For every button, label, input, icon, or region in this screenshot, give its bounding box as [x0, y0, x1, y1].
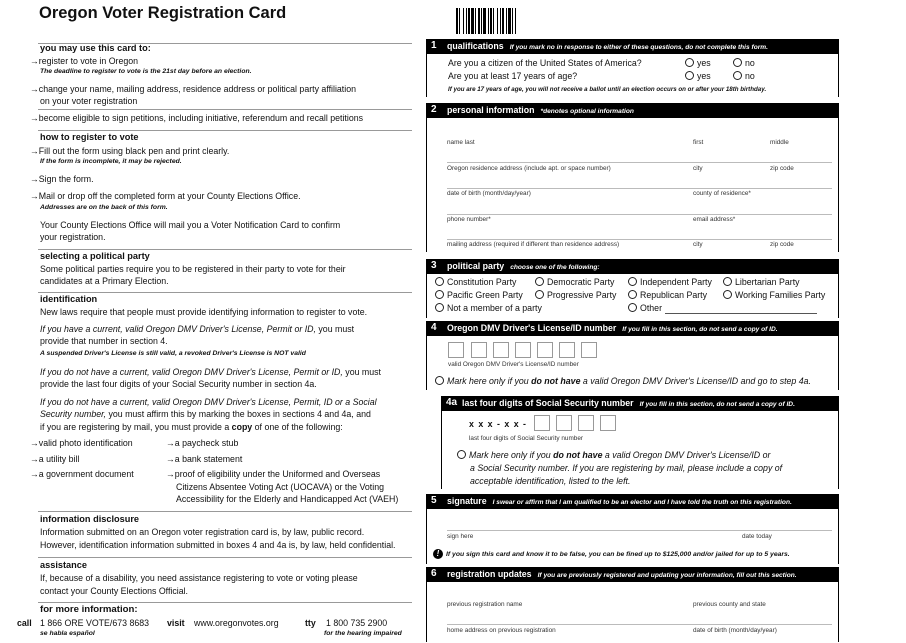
- tty-note: for the hearing impaired: [324, 630, 402, 637]
- no-id-text: acceptable identification, listed to the left.: [470, 476, 631, 486]
- zip-label: zip code: [770, 165, 794, 172]
- assist-text: If, because of a disability, you need assistance registering to vote or voting please: [40, 573, 358, 583]
- use-item: →change your name, mailing address, residence address or political party affiliation: [30, 84, 356, 94]
- ssn-digit-box[interactable]: [534, 415, 550, 431]
- use-heading: you may use this card to:: [40, 43, 151, 53]
- zip2-label: zip code: [770, 241, 794, 248]
- dmv-digit-box[interactable]: [537, 342, 553, 358]
- dmv-digit-box[interactable]: [448, 342, 464, 358]
- info-heading: information disclosure: [40, 514, 140, 524]
- warning: ! If you sign this card and know it to be false, you can be fined up to $125,000 and/or jailed for up to 5 years.: [433, 549, 790, 559]
- age-note: If you are 17 years of age, you will not receive a ballot until an election occurs on or after your 18th birthday.: [448, 86, 767, 93]
- ssn-prefix: x x x - x x -: [469, 419, 527, 429]
- how-text: your registration.: [40, 232, 106, 242]
- how-step: →Fill out the form using black pen and print clearly.: [30, 146, 230, 156]
- ssn-digit-box[interactable]: [578, 415, 594, 431]
- dob-field[interactable]: [447, 214, 832, 215]
- dmv-digit-box[interactable]: [581, 342, 597, 358]
- divider: [38, 511, 412, 512]
- phone-field[interactable]: [447, 239, 832, 240]
- party-heading: selecting a political party: [40, 251, 150, 261]
- id-note: A suspended Driver's License is still valid, a revoked Driver's License is NOT valid: [40, 350, 306, 357]
- id-text: provide the last four digits of your Social Security number in section 4a.: [40, 379, 317, 389]
- ssn-label: last four digits of Social Security number: [469, 435, 584, 442]
- city-label: city: [693, 165, 703, 172]
- email-label: email address*: [693, 216, 736, 223]
- section-6-header: 6 registration updates If you are previously registered and updating your information, fill out this section.: [426, 567, 839, 582]
- sign-label: sign here: [447, 533, 474, 540]
- dob-label: date of birth (month/day/year): [447, 190, 531, 197]
- mailing-label: mailing address (required if different than residence address): [447, 241, 620, 248]
- form-title: Oregon Voter Registration Card: [39, 4, 287, 22]
- dmv-label: valid Oregon DMV Driver's License/ID number: [448, 361, 579, 368]
- party-pacific-green[interactable]: Pacific Green Party: [435, 290, 523, 300]
- visit-url: www.oregonvotes.org: [194, 618, 279, 628]
- party-text: candidates at a Primary Election.: [40, 276, 169, 286]
- party-none[interactable]: Not a member of a party: [435, 303, 542, 313]
- use-item: →register to vote in Oregon: [30, 56, 139, 66]
- divider: [38, 557, 412, 558]
- residence-field[interactable]: [447, 188, 832, 189]
- signature-field[interactable]: [447, 530, 832, 531]
- barcode-bar: [516, 8, 517, 34]
- prev-address-label: home address on previous registration: [447, 627, 556, 634]
- visit-label: visit: [167, 618, 185, 628]
- section-4-body: [426, 336, 839, 390]
- city2-label: city: [693, 241, 703, 248]
- age-question: Are you at least 17 years of age?: [448, 71, 578, 81]
- prev-dob-label: date of birth (month/day/year): [693, 627, 777, 634]
- id-list-item: →a paycheck stub: [166, 438, 239, 448]
- phone-label: phone number*: [447, 216, 491, 223]
- dmv-digit-box[interactable]: [559, 342, 575, 358]
- citizen-yes[interactable]: yes: [685, 58, 711, 68]
- how-step: →Sign the form.: [30, 174, 94, 184]
- no-dmv-checkbox[interactable]: Mark here only if you do not have a valid Oregon DMV Driver's License/ID and go to step 4a.: [435, 376, 811, 386]
- warning-icon: !: [433, 549, 443, 559]
- divider: [38, 109, 412, 110]
- more-heading: for more information:: [40, 604, 138, 615]
- section-1-body: [426, 54, 839, 97]
- name-first-label: first: [693, 139, 704, 146]
- citizen-no[interactable]: no: [733, 58, 755, 68]
- party-republican[interactable]: Republican Party: [628, 290, 707, 300]
- call-note: se habla español: [40, 630, 95, 637]
- section-5-header: 5 signature I swear or affirm that I am qualified to be an elector and I have told the truth on this registration.: [426, 494, 839, 509]
- info-text: However, identification information submitted in boxes 4 and 4a is, by law, held confidential.: [40, 540, 396, 550]
- citizen-question: Are you a citizen of the United States of America?: [448, 58, 642, 68]
- party-progressive[interactable]: Progressive Party: [535, 290, 616, 300]
- prev-name-field[interactable]: [447, 624, 832, 625]
- barcode: [456, 8, 606, 34]
- how-step: →Mail or drop off the completed form at your County Elections Office.: [30, 191, 301, 201]
- id-list-item: →a government document: [30, 469, 134, 479]
- id-text: If you have a current, valid Oregon DMV Driver's License, Permit or ID, you must: [40, 324, 355, 334]
- party-other-field[interactable]: [665, 313, 817, 314]
- use-note: The deadline to register to vote is the 21st day before an election.: [40, 68, 252, 75]
- id-text: provide that number in section 4.: [40, 336, 168, 346]
- section-4a-header: 4a last four digits of Social Security number If you fill in this section, do not send a copy of ID.: [441, 396, 839, 411]
- id-text: New laws require that people must provide identifying information to register to vote.: [40, 307, 368, 317]
- id-heading: identification: [40, 294, 98, 304]
- section-1-header: 1 qualifications If you mark no in response to either of these questions, do not complete this form.: [426, 39, 839, 54]
- section-4-header: 4 Oregon DMV Driver's License/ID number If you fill in this section, do not send a copy of ID.: [426, 321, 839, 336]
- use-item-cont: on your voter registration: [40, 96, 138, 106]
- divider: [38, 292, 412, 293]
- how-text: Your County Elections Office will mail you a Voter Notification Card to confirm: [40, 220, 341, 230]
- how-note: Addresses are on the back of this form.: [40, 204, 168, 211]
- id-text: If you do not have a current, valid Oregon DMV Driver's License, Permit or ID, you must: [40, 367, 381, 377]
- residence-label: Oregon residence address (include apt. or space number): [447, 165, 611, 172]
- id-list-item-cont: Accessibility for the Elderly and Handicapped Act (VAEH): [176, 494, 399, 504]
- no-id-text: a Social Security number. If you are registering by mail, please include a copy of: [470, 463, 783, 473]
- age-no[interactable]: no: [733, 71, 755, 81]
- id-list-item: →valid photo identification: [30, 438, 133, 448]
- section-3-header: 3 political party choose one of the following:: [426, 259, 839, 274]
- id-list-item: →a bank statement: [166, 454, 243, 464]
- id-list-item: →proof of eligibility under the Uniformed and Overseas: [166, 469, 381, 479]
- section-3-body: [426, 274, 839, 318]
- how-note: If the form is incomplete, it may be rejected.: [40, 158, 182, 165]
- no-id-checkbox[interactable]: Mark here only if you do not have a valid Oregon DMV Driver's License/ID or: [457, 450, 770, 460]
- section-4a-body: [441, 411, 839, 489]
- party-democratic[interactable]: Democratic Party: [535, 277, 614, 287]
- party-libertarian[interactable]: Libertarian Party: [723, 277, 800, 287]
- id-text: if you are registering by mail, you must provide a copy of one of the following:: [40, 422, 343, 432]
- section-2-body: [426, 118, 839, 252]
- id-text: If you do not have a current, valid Oregon DMV Driver's License, Permit, ID or a Social: [40, 397, 377, 407]
- party-constitution[interactable]: Constitution Party: [435, 277, 516, 287]
- call-number: 1 866 ORE VOTE/673 8683: [40, 618, 150, 628]
- dmv-digit-box[interactable]: [515, 342, 531, 358]
- id-text: Security number, you must affirm this by marking the boxes in sections 4 and 4a, and: [40, 409, 371, 419]
- age-yes[interactable]: yes: [685, 71, 711, 81]
- party-other[interactable]: Other: [628, 303, 662, 313]
- section-2-header: 2 personal information *denotes optional information: [426, 103, 839, 118]
- county-label: county of residence*: [693, 190, 751, 197]
- ssn-digit-box[interactable]: [556, 415, 572, 431]
- name-field[interactable]: [447, 162, 832, 163]
- id-list-item: →a utility bill: [30, 454, 80, 464]
- dmv-digit-box[interactable]: [471, 342, 487, 358]
- section-6-body: [426, 582, 839, 642]
- info-text: Information submitted on an Oregon voter registration card is, by law, public record.: [40, 527, 365, 537]
- divider: [38, 602, 412, 603]
- party-text: Some political parties require you to be registered in their party to vote for their: [40, 264, 346, 274]
- how-heading: how to register to vote: [40, 132, 139, 142]
- divider: [38, 249, 412, 250]
- id-list-item-cont: Citizens Absentee Voting Act (UOCAVA) or the Voting: [176, 482, 384, 492]
- call-label: call: [17, 618, 32, 628]
- prev-name-label: previous registration name: [447, 601, 523, 608]
- party-independent[interactable]: Independent Party: [628, 277, 712, 287]
- assist-heading: assistance: [40, 560, 87, 570]
- tty-number: 1 800 735 2900: [326, 618, 388, 628]
- prev-county-label: previous county and state: [693, 601, 766, 608]
- name-middle-label: middle: [770, 139, 789, 146]
- section-5-body: [426, 509, 839, 564]
- dmv-digit-box[interactable]: [493, 342, 509, 358]
- date-label: date today: [742, 533, 772, 540]
- use-item: →become eligible to sign petitions, including initiative, referendum and recall petitions: [30, 113, 364, 123]
- assist-text: contact your County Elections Official.: [40, 586, 188, 596]
- ssn-digit-box[interactable]: [600, 415, 616, 431]
- name-last-label: name last: [447, 139, 475, 146]
- party-working-families[interactable]: Working Families Party: [723, 290, 825, 300]
- divider: [38, 130, 412, 131]
- tty-label: tty: [305, 618, 316, 628]
